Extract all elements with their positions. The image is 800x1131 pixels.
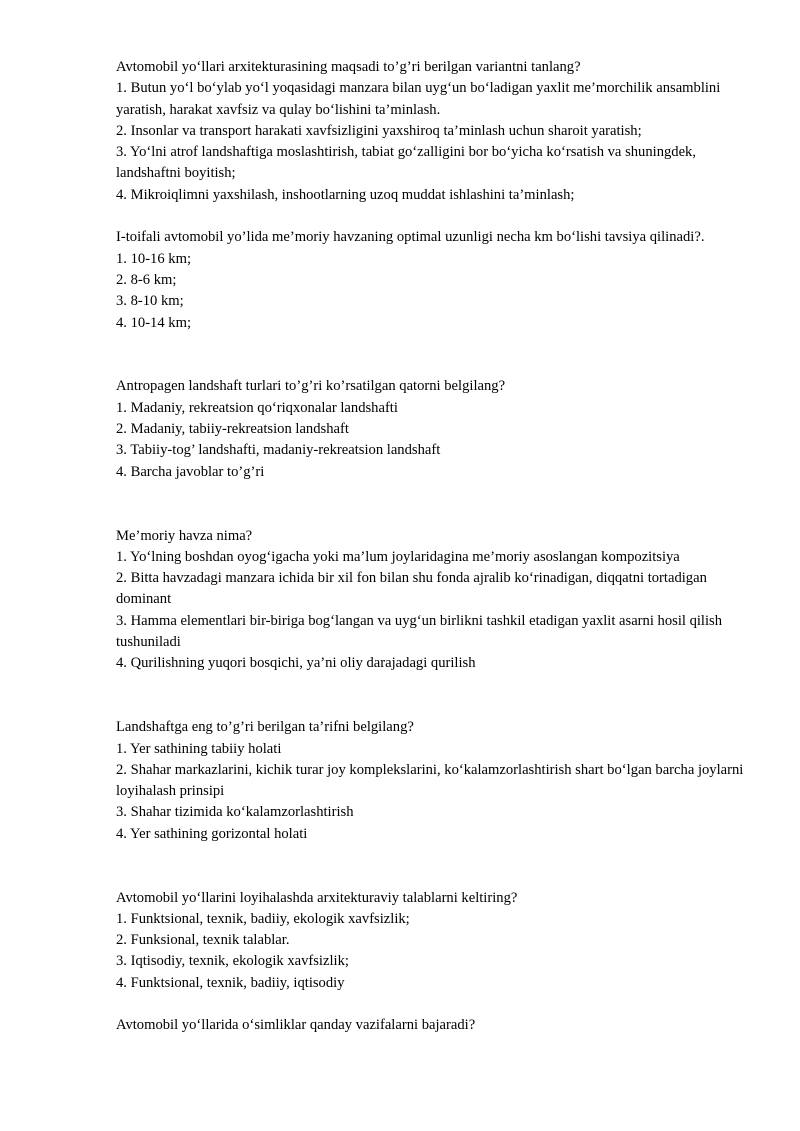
answer-option: 2. Funksional, texnik talablar. bbox=[116, 932, 290, 949]
blank-line bbox=[116, 206, 756, 227]
blank-line bbox=[116, 334, 756, 377]
answer-option: 1. Butun yo‘l bo‘ylab yo‘l yoqasidagi manzara bilan uyg‘un bo‘ladigan yaxlit me’morchilik ansamblini yaratish, harakat xavfsiz va qulay bo‘lishini ta’minlash. bbox=[116, 80, 721, 118]
question-1 bbox=[116, 57, 756, 206]
answer-option: 3. Tabiiy-tog’ landshafti, madaniy-rekreatsion landshaft bbox=[116, 442, 441, 459]
answer-option: 2. Shahar markazlarini, kichik turar joy komplekslarini, ko‘kalamzorlashtirish shart bo‘lgan barcha joylarni loyihalash prinsipi bbox=[116, 761, 744, 800]
blank-line bbox=[116, 994, 756, 1015]
answer-option: 4. 10-14 km; bbox=[116, 314, 191, 331]
answer-option: 3. Shahar tizimida ko‘kalamzorlashtirish bbox=[116, 804, 354, 821]
document-page bbox=[116, 57, 756, 1037]
answer-option: 4. Funktsional, texnik, badiiy, iqtisodiy bbox=[116, 974, 345, 991]
question-5 bbox=[116, 717, 756, 845]
question-6 bbox=[116, 888, 756, 994]
question-2 bbox=[116, 227, 756, 333]
answer-option: 2. Madaniy, tabiiy-rekreatsion landshaft bbox=[116, 421, 349, 438]
question-text: Avtomobil yo‘llari arxitekturasining maqsadi to’g’ri berilgan variantni tanlang? bbox=[116, 59, 581, 75]
answer-option: 3. Hamma elementlari bir-biriga bog‘langan va uyg‘un birlikni tashkil etadigan yaxlit asarni hosil qilish tushuniladi bbox=[116, 612, 723, 651]
question-4 bbox=[116, 526, 756, 675]
answer-option: 4. Yer sathining gorizontal holati bbox=[116, 825, 308, 842]
answer-option: 4. Qurilishning yuqori bosqichi, ya’ni oliy darajadagi qurilish bbox=[116, 655, 476, 672]
question-text: Avtomobil yo‘llarini loyihalashda arxitekturaviy talablarni keltiring? bbox=[116, 889, 518, 906]
answer-option: 1. Yo‘lning boshdan oyog‘igacha yoki ma’lum joylaridagina me’moriy asoslangan kompozitsiya bbox=[116, 548, 680, 565]
answer-option: 1. 10-16 km; bbox=[116, 250, 191, 267]
question-7 bbox=[116, 1015, 756, 1036]
blank-line bbox=[116, 845, 756, 888]
answer-option: 2. Bitta havzadagi manzara ichida bir xil fon bilan shu fonda ajralib ko‘rinadigan, diqqatni tortadigan dominant bbox=[116, 570, 707, 608]
blank-line bbox=[116, 483, 756, 526]
answer-option: 4. Barcha javoblar to’g’ri bbox=[116, 463, 265, 480]
answer-option: 1. Madaniy, rekreatsion qo‘riqxonalar landshafti bbox=[116, 399, 398, 416]
answer-option: 3. 8-10 km; bbox=[116, 293, 184, 310]
answer-option: 1. Funktsional, texnik, badiiy, ekologik xavfsizlik; bbox=[116, 910, 410, 927]
question-text: Me’moriy havza nima? bbox=[116, 527, 253, 544]
answer-option: 3. Iqtisodiy, texnik, ekologik xavfsizlik; bbox=[116, 953, 349, 970]
blank-line bbox=[116, 675, 756, 718]
question-text: Avtomobil yo‘llarida o‘simliklar qanday vazifalarni bajaradi? bbox=[116, 1017, 476, 1034]
question-text: Antropagen landshaft turlari to’g’ri ko’rsatilgan qatorni belgilang? bbox=[116, 378, 506, 395]
answer-option: 3. Yo‘lni atrof landshaftiga moslashtirish, tabiat go‘zalligini bor bo‘yicha ko‘rsatish va shuningdek, landshaftni boyitish; bbox=[116, 144, 697, 182]
answer-option: 2. Insonlar va transport harakati xavfsizligini yaxshiroq ta’minlash uchun sharoit yaratish; bbox=[116, 122, 642, 139]
question-text: I-toifali avtomobil yo’lida me’moriy havzaning optimal uzunligi necha km bo‘lishi tavsiya qilinadi?. bbox=[116, 229, 705, 246]
answer-option: 1. Yer sathining tabiiy holati bbox=[116, 740, 282, 757]
answer-option: 2. 8-6 km; bbox=[116, 271, 177, 288]
question-text: Landshaftga eng to’g’ri berilgan ta’rifni belgilang? bbox=[116, 719, 414, 736]
answer-option: 4. Mikroiqlimni yaxshilash, inshootlarning uzoq muddat ishlashini ta’minlash; bbox=[116, 186, 575, 203]
question-3 bbox=[116, 376, 756, 482]
